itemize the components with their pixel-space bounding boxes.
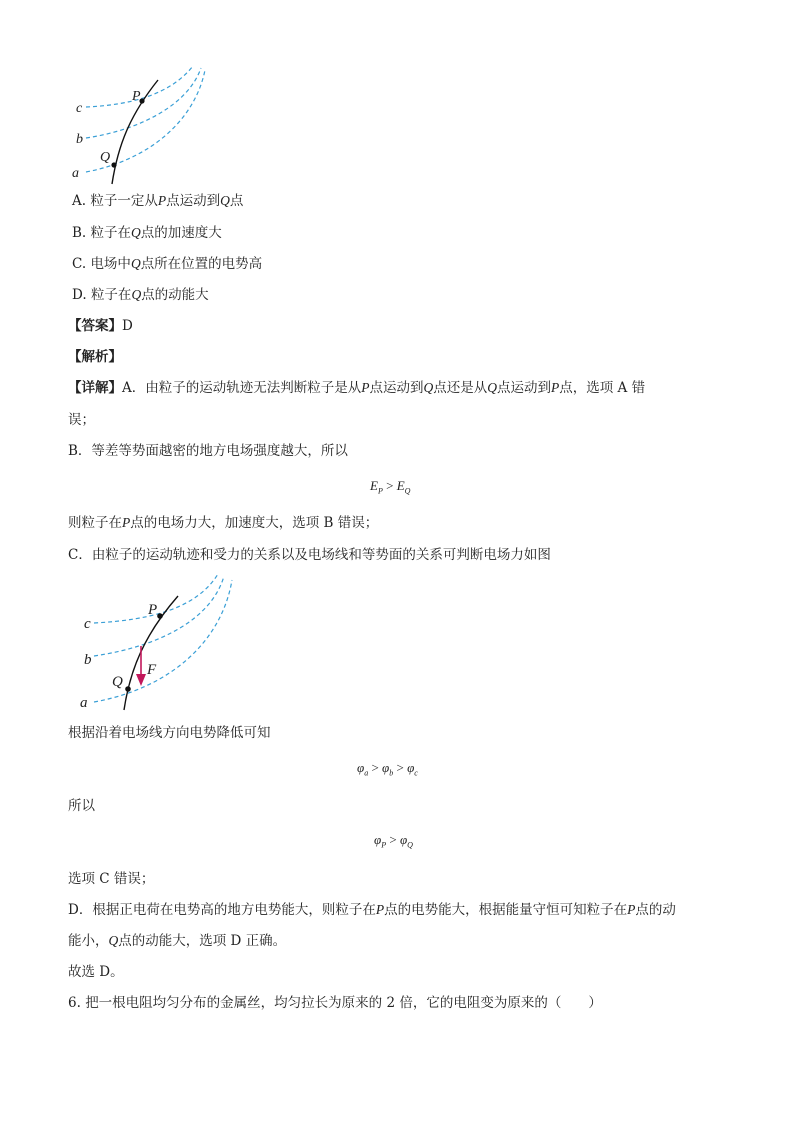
formula-symbol: φ xyxy=(399,832,408,847)
detail-a-line2: 误； xyxy=(68,412,95,428)
var-q: Q xyxy=(131,225,141,240)
detail-c-line4: 选项 C 错误； xyxy=(68,871,155,887)
detail-b-line2 xyxy=(68,513,378,533)
answer-tag: 【答案】 xyxy=(68,318,122,334)
formula-operator: > xyxy=(368,760,383,775)
formula-symbol: φ xyxy=(382,760,390,775)
detail-d-line2 xyxy=(68,931,286,951)
option-text: 点运动到 xyxy=(166,193,221,209)
formula-subscript: a xyxy=(364,768,369,778)
option-text: 电场中 xyxy=(90,256,131,272)
option-text: 点所在位置的电势高 xyxy=(140,256,263,272)
formula-subscript: b xyxy=(389,768,394,778)
option-text: 粒子一定从 xyxy=(90,193,158,209)
var-p: P xyxy=(627,902,636,917)
var-p: P xyxy=(361,380,370,395)
label-q: Q xyxy=(112,674,123,690)
detail-text: 点的电势能大，根据能量守恒可知粒子在 xyxy=(384,902,628,918)
option-letter: B. xyxy=(72,225,87,241)
formula-subscript: P xyxy=(381,840,387,850)
label-c: c xyxy=(84,616,91,632)
figure-equipotential-2 xyxy=(72,570,242,715)
formula-subscript: Q xyxy=(407,840,413,850)
var-p: P xyxy=(375,902,385,917)
option-d xyxy=(72,285,209,305)
label-c: c xyxy=(76,101,83,116)
option-text: 点的动能大 xyxy=(141,287,209,303)
detail-text: A．由粒子的运动轨迹无法判断粒子是从 xyxy=(122,380,362,396)
label-b: b xyxy=(76,132,83,147)
label-p: P xyxy=(132,89,141,104)
detail-text: 点运动到 xyxy=(369,380,424,396)
formula-phi-compare xyxy=(374,832,413,850)
option-text: 粒子在 xyxy=(90,225,132,241)
detail-c-line2: 根据沿着电场线方向电势降低可知 xyxy=(68,725,271,741)
formula-subscript: c xyxy=(414,768,418,778)
detail-c-line1: C．由粒子的运动轨迹和受力的关系以及电场线和等势面的关系可判断电场力如图 xyxy=(68,547,551,563)
label-b: b xyxy=(84,652,92,668)
var-q: Q xyxy=(220,193,230,208)
option-a xyxy=(72,191,243,211)
point-p xyxy=(157,613,163,619)
question-text: 把一根电阻均匀分布的金属丝，均匀拉长为原来的 2 倍，它的电阻变为原来的（ ） xyxy=(85,995,602,1011)
detail-text: 能小， xyxy=(68,933,109,949)
formula-phi-chain xyxy=(357,760,418,778)
formula-symbol: E xyxy=(370,478,378,493)
detail-a-line1 xyxy=(68,378,645,398)
detail-d-line1 xyxy=(68,900,676,920)
question-6 xyxy=(68,993,602,1013)
formula-operator: > xyxy=(393,760,408,775)
var-q: Q xyxy=(423,380,434,395)
option-c xyxy=(72,254,262,274)
var-q: Q xyxy=(108,933,119,948)
figure-equipotential-1 xyxy=(60,60,220,190)
option-letter: C. xyxy=(72,256,87,272)
var-q: Q xyxy=(130,256,141,271)
option-letter: D. xyxy=(72,287,87,303)
formula-subscript: Q xyxy=(404,486,411,496)
detail-text: 点的电场力大，加速度大，选项 B 错误； xyxy=(130,515,379,531)
formula-subscript: P xyxy=(377,486,383,496)
detail-text: 点运动到 xyxy=(497,380,551,396)
var-q: Q xyxy=(131,287,142,302)
option-text: 点 xyxy=(229,193,244,209)
option-letter: A. xyxy=(72,193,87,209)
point-q xyxy=(111,162,116,167)
formula-symbol: φ xyxy=(407,760,415,775)
formula-operator: > xyxy=(382,478,397,493)
detail-text: 则粒子在 xyxy=(68,515,122,531)
detail-c-line3: 所以 xyxy=(68,798,95,814)
formula-symbol: φ xyxy=(357,760,365,775)
formula-symbol: E xyxy=(396,478,405,493)
detail-text: 点的动 xyxy=(635,902,676,918)
label-a: a xyxy=(80,695,88,711)
detail-b-line1: B．等差等势面越密的地方电场强度越大，所以 xyxy=(68,443,348,459)
answer xyxy=(68,316,133,336)
formula-e-compare xyxy=(370,478,410,496)
detail-text: 点的动能大，选项 D 正确。 xyxy=(118,933,287,949)
var-p: P xyxy=(157,193,167,208)
var-q: Q xyxy=(487,380,497,395)
label-f: F xyxy=(147,662,157,678)
conclusion: 故选 D。 xyxy=(68,964,124,980)
answer-value: D xyxy=(122,318,133,334)
formula-symbol: φ xyxy=(374,832,382,847)
label-a: a xyxy=(72,166,79,181)
question-number: 6. xyxy=(68,995,81,1011)
option-b xyxy=(72,223,222,243)
label-p: P xyxy=(148,602,158,618)
analysis-tag: 【解析】 xyxy=(68,349,122,365)
force-arrowhead xyxy=(136,674,146,686)
formula-operator: > xyxy=(386,832,400,847)
var-p: P xyxy=(122,515,131,530)
detail-tag: 【详解】 xyxy=(68,380,122,396)
point-q xyxy=(125,686,131,692)
detail-text: 点还是从 xyxy=(433,380,488,396)
detail-text: 点，选项 A 错 xyxy=(559,380,646,396)
option-text: 点的加速度大 xyxy=(140,225,222,241)
var-p: P xyxy=(551,380,560,395)
detail-text: D．根据正电荷在电势高的地方电势能大，则粒子在 xyxy=(68,902,376,918)
option-text: 粒子在 xyxy=(90,287,132,303)
label-q: Q xyxy=(100,150,111,165)
